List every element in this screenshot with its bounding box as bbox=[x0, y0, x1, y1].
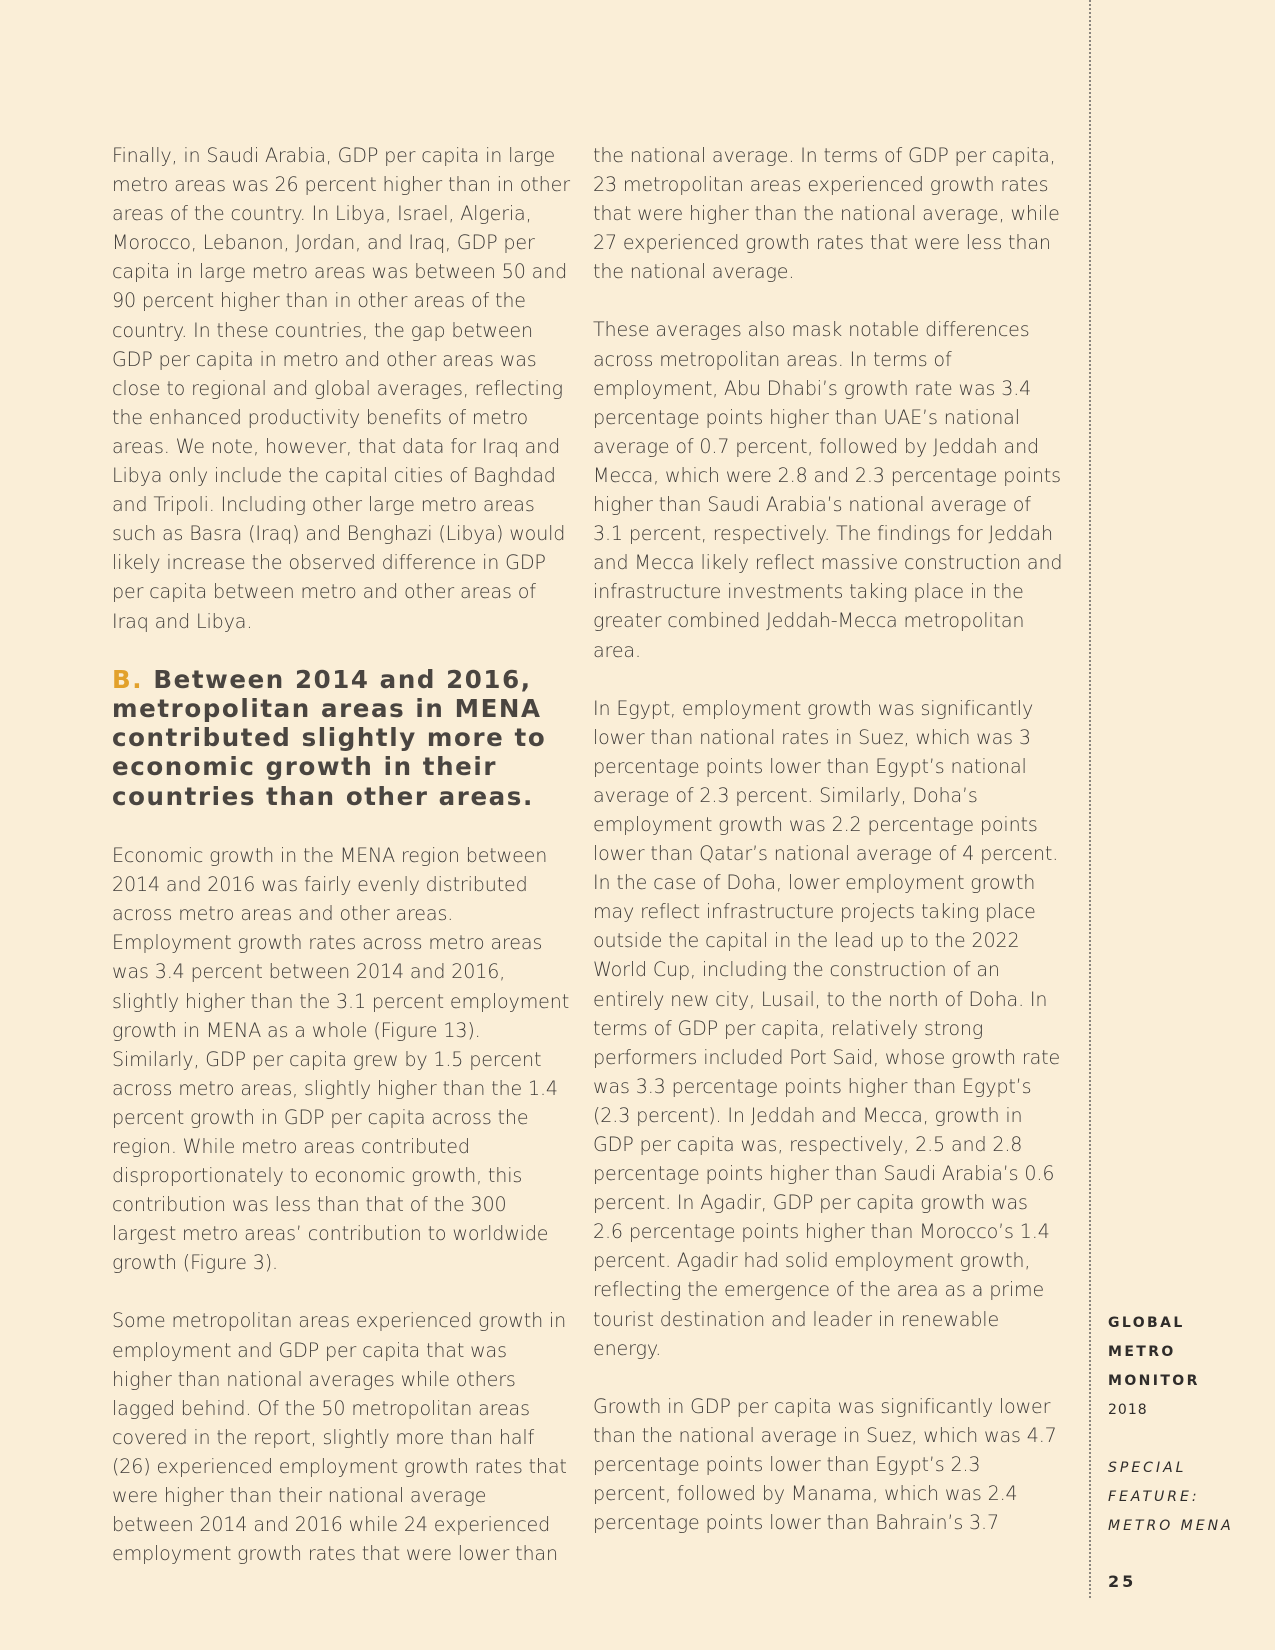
right-paragraph-3: In Egypt, employment growth was significantly lower than national rates in Suez, which was 3 percentage points lower than Egypt’s national average of 2.3 percent. Similarly, Doha’s employment growth was 2.2 percentage points lower than Qatar’s national average of 4 percent. In the case of Doha, lower employment growth may reflect infrastructure projects taking place outside the capital in the lead up to the 2022 World Cup, including the construction of an entirely new city, Lusail, to the north of Doha. In terms of GDP per capita, relatively strong performers included Port Said, whose growth rate was 3.3 percentage points higher than Egypt’s (2.3 percent). In Jeddah and Mecca, growth in GDP per capita was, respectively, 2.5 and 2.8 percentage points higher than Saudi Arabia’s 0.6 percent. In Agadir, GDP per capita growth was 2.6 percentage points higher than Morocco’s 1.4 percent. Agadir had solid employment growth, reflecting the emergence of the area as a prime tourist destination and leader in renewable energy. bbox=[593, 696, 1061, 1360]
sidebar-title-line-1: GLOBAL bbox=[1108, 1315, 1185, 1331]
right-paragraph-2: These averages also mask notable differences across metropolitan areas. In terms of employment, Abu Dhabi’s growth rate was 3.4 percentage points higher than UAE’s national average of 0.7 percent, followed by Jeddah and Mecca, which were 2.8 and 2.3 percentage points higher than Saudi Arabia’s national average of 3.1 percent, respectively. The findings for Jeddah and Mecca likely reflect massive construction and infrastructure investments taking place in the greater combined Jeddah-Mecca metropolitan area. bbox=[593, 318, 1063, 662]
sidebar-feature-line-2: FEATURE: bbox=[1108, 1489, 1200, 1505]
sidebar-feature-line-3: METRO MENA bbox=[1108, 1518, 1234, 1534]
dotted-divider bbox=[1089, 0, 1091, 1598]
sidebar-title-line-2: METRO bbox=[1108, 1344, 1176, 1360]
left-paragraph-1: Finally, in Saudi Arabia, GDP per capita in large metro areas was 26 percent higher than in other areas of the country. In Libya, Israel, Algeria, Morocco, Lebanon, Jordan, and Iraq, GDP per capita in large metro areas was between 50 and 90 percent higher than in other areas of the country. In these countries, the gap between GDP per capita in metro and other areas was close to regional and global averages, reflecting the enhanced productivity benefits of metro areas. We note, however, that data for Iraq and Libya only include the capital cities of Baghdad and Tripoli. Including other large metro areas such as Basra (Iraq) and Benghazi (Libya) would likely increase the observed difference in GDP per capita between metro and other areas of Iraq and Libya. bbox=[112, 144, 570, 633]
left-column bbox=[112, 141, 572, 1568]
sidebar-spacer bbox=[1108, 1425, 1258, 1454]
section-heading-letter: B. bbox=[112, 664, 144, 694]
left-paragraph-2: Economic growth in the MENA region between 2014 and 2016 was fairly evenly distributed across metro areas and other areas. Employment growth rates across metro areas was 3.4 percent between 2014 and 2016, slightly higher than the 3.1 percent employment growth in MENA as a whole (Figure 13). Similarly, GDP per capita grew by 1.5 percent across metro areas, slightly higher than the 1.4 percent growth in GDP per capita across the region. While metro areas contributed disproportionately to economic growth, this contribution was less than that of the 300 largest metro areas’ contribution to worldwide growth (Figure 3). bbox=[112, 844, 570, 1275]
section-heading bbox=[112, 665, 572, 811]
sidebar-feature-line-1: SPECIAL bbox=[1108, 1460, 1187, 1476]
sidebar-title-line-3: MONITOR bbox=[1108, 1373, 1200, 1389]
sidebar-year: 2018 bbox=[1108, 1402, 1148, 1418]
page-number: 25 bbox=[1108, 1572, 1137, 1591]
section-heading-text: Between 2014 and 2016, metropolitan areas in MENA contributed slightly more to economic growth in their countries than other areas. bbox=[112, 664, 547, 811]
sidebar-publication-label bbox=[1108, 1309, 1258, 1541]
right-column bbox=[593, 141, 1063, 1537]
left-paragraph-3: Some metropolitan areas experienced growth in employment and GDP per capita that was higher than national averages while others lagged behind. Of the 50 metropolitan areas covered in the report, slightly more than half (26) experienced employment growth rates that were higher than their national average between 2014 and 2016 while 24 experienced employment growth rates that were lower than bbox=[112, 1309, 567, 1566]
right-paragraph-1: the national average. In terms of GDP per capita, 23 metropolitan areas experienced growth rates that were higher than the national average, while 27 experienced growth rates that were less than the national average. bbox=[593, 144, 1060, 284]
right-paragraph-4: Growth in GDP per capita was significantly lower than the national average in Suez, which was 4.7 percentage points lower than Egypt’s 2.3 percent, followed by Manama, which was 2.4 percentage points lower than Bahrain’s 3.7 bbox=[593, 1394, 1057, 1535]
